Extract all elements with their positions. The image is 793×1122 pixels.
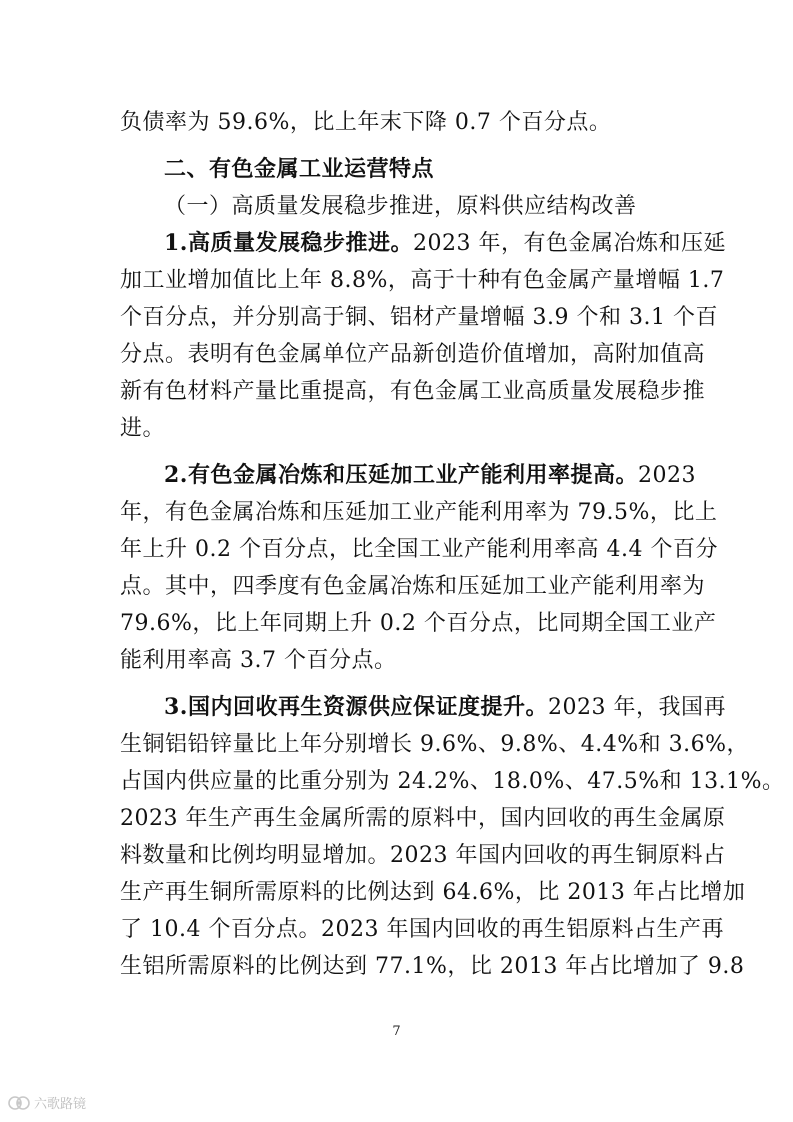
text-line: 79.6%，比上年同期上升 0.2 个百分点，比同期全国工业产	[120, 611, 717, 636]
watermark-text: 六歌路镜	[34, 1097, 87, 1112]
watermark	[8, 1093, 86, 1112]
paragraph-3-lead: 3.国内回收再生资源供应保证度提升。	[164, 694, 548, 720]
text-line: 生铜铝铅锌量比上年分别增长 9.6%、9.8%、4.4%和 3.6%，	[120, 732, 750, 757]
paragraph-1-first-line	[120, 225, 726, 262]
document-body	[120, 104, 785, 985]
text-line: 占国内供应量的比重分别为 24.2%、18.0%、47.5%和 13.1%。	[120, 769, 785, 794]
text-line: 进。	[120, 416, 166, 441]
paragraph-1-first-rest: 2023 年，有色金属冶炼和压延	[412, 231, 726, 256]
text-line: 了 10.4 个百分点。2023 年国内回收的再生铝原料占生产再	[120, 917, 724, 942]
text-line: 加工业增加值比上年 8.8%，高于十种有色金属产量增幅 1.7	[120, 268, 725, 293]
text-line: 能利用率高 3.7 个百分点。	[120, 648, 397, 673]
page-number: 7	[392, 1024, 401, 1039]
paragraph-2-lead: 2.有色金属冶炼和压延加工业产能利用率提高。	[164, 462, 638, 488]
text-line: 料数量和比例均明显增加。2023 年国内回收的再生铜原料占	[120, 843, 726, 868]
text-line: 年上升 0.2 个百分点，比全国工业产能利用率高 4.4 个百分	[120, 537, 718, 562]
subsection-heading: （一）高质量发展稳步推进，原料供应结构改善	[164, 194, 637, 219]
paragraph-1-lead: 1.高质量发展稳步推进。	[164, 230, 413, 256]
section-heading: 二、有色金属工业运营特点	[164, 157, 435, 182]
text-line: 个百分点，并分别高于铜、铝材产量增幅 3.9 个和 3.1 个百	[120, 305, 718, 330]
paragraph-2-first-line	[120, 457, 696, 494]
text-line: 2023 年生产再生金属所需的原料中，国内回收的再生金属原	[120, 806, 726, 831]
paragraph-2-first-rest: 2023	[637, 463, 696, 488]
text-line: 生产再生铜所需原料的比例达到 64.6%，比 2013 年占比增加	[120, 880, 746, 905]
paragraph-3-first-line	[120, 689, 726, 726]
text-line: 生铝所需原料的比例达到 77.1%，比 2013 年占比增加了 9.8	[120, 954, 745, 979]
text-line: 年，有色金属冶炼和压延加工业产能利用率为 79.5%，比上	[120, 500, 718, 525]
text-line: 新有色材料产量比重提高，有色金属工业高质量发展稳步推	[120, 379, 706, 404]
watermark-logo-icon	[8, 1094, 30, 1112]
paragraph-3-first-rest: 2023 年，我国再	[547, 695, 726, 720]
text-line: 负债率为 59.6%，比上年末下降 0.7 个百分点。	[120, 110, 612, 135]
text-line: 点。其中，四季度有色金属冶炼和压延加工业产能利用率为	[120, 574, 706, 599]
text-line: 分点。表明有色金属单位产品新创造价值增加，高附加值高	[120, 342, 706, 367]
